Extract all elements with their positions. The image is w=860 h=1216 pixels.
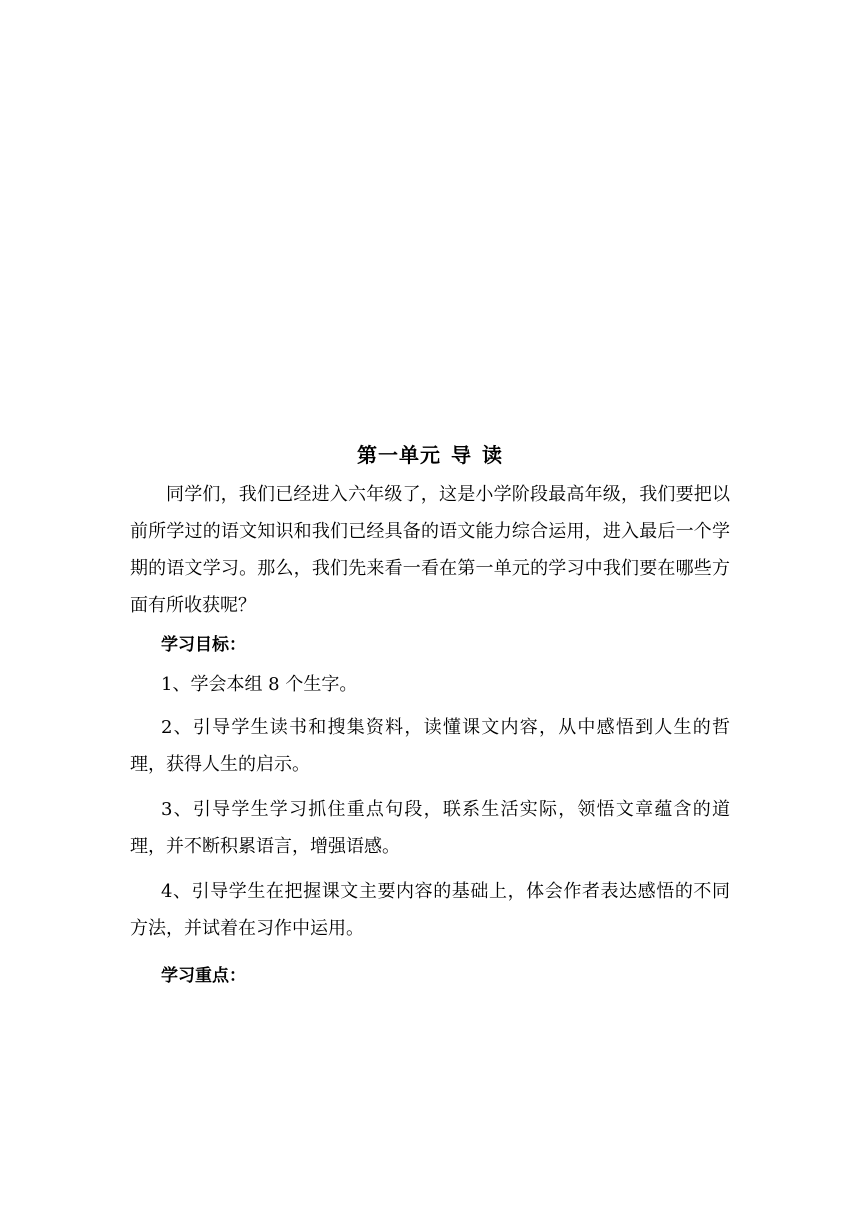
goals-heading: 学习目标： [161,635,246,655]
unit-title [130,440,730,470]
key-points-heading: 学习重点： [161,966,246,986]
goal-item-3: 3、引导学生学习抓住重点句段，联系生活实际，领悟文章蕴含的道理，并不断积累语言，增强语感。 [130,799,730,857]
document-body [130,440,730,997]
unit-title-part3: 读 [482,443,503,467]
unit-title-part2: 导 [451,443,472,467]
unit-title-part1: 第一单元 [357,443,441,467]
goal-item-4: 4、引导学生在把握课文主要内容的基础上，体会作者表达感悟的不同方法，并试着在习作中运用。 [130,881,730,939]
goal-item-1: 1、学会本组 8 个生字。 [161,674,358,695]
intro-paragraph: 同学们，我们已经进入六年级了，这是小学阶段最高年级，我们要把以前所学过的语文知识和我们已经具备的语文能力综合运用，进入最后一个学期的语文学习。那么，我们先来看一看在第一单元的学习中我们要在哪些方面有所收获呢？ [130,484,730,616]
goal-item-2: 2、引导学生读书和搜集资料，读懂课文内容，从中感悟到人生的哲理，获得人生的启示。 [130,717,730,775]
